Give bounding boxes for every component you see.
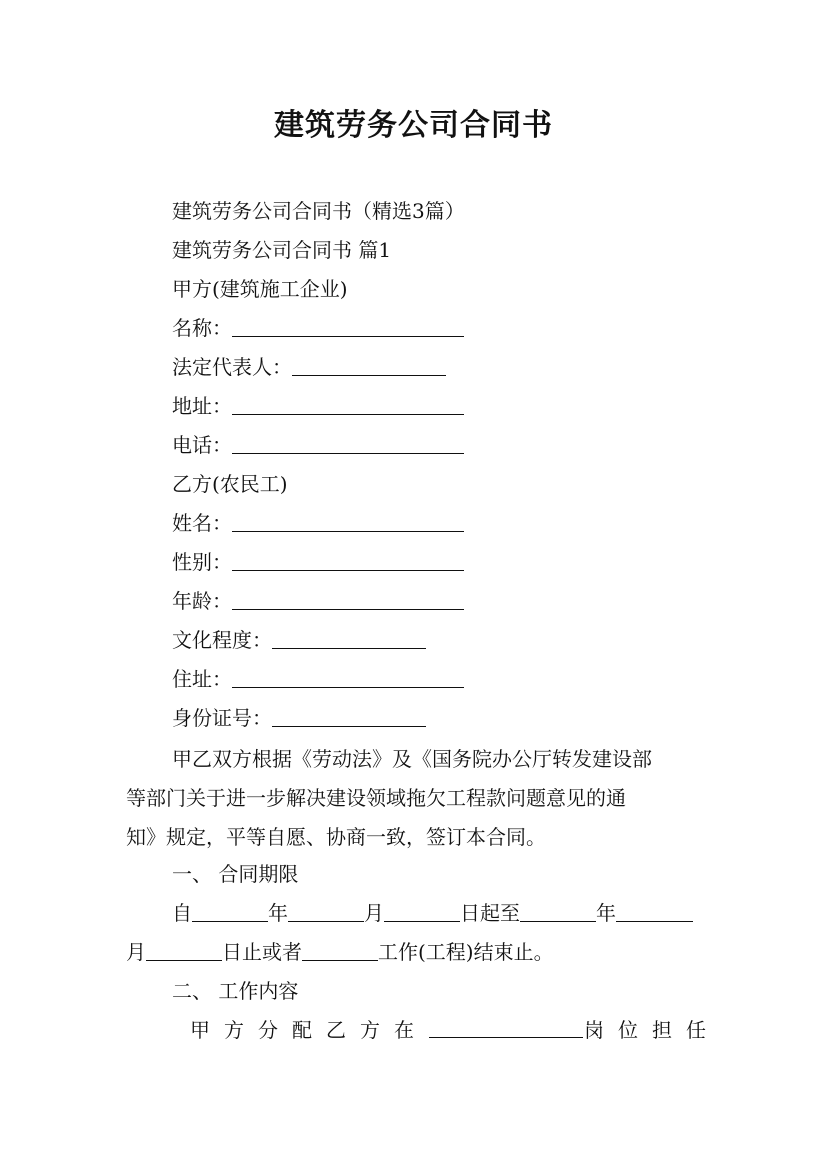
party-b-heading: 乙方(农民工)	[172, 472, 288, 496]
party-a-legal-rep-row	[126, 350, 706, 389]
party-b-id-label: 身份证号：	[172, 706, 272, 730]
party-a-heading: 甲方(建筑施工企业)	[172, 277, 348, 301]
term-month-label: 月	[364, 901, 384, 925]
party-a-address-row	[126, 389, 706, 428]
party-b-age-row	[126, 584, 706, 623]
term-day-from-label: 日起至	[460, 901, 520, 925]
term-start-month-blank	[288, 897, 364, 922]
party-a-phone-blank	[232, 429, 464, 454]
section-1-heading: 一、 合同期限	[172, 862, 299, 886]
term-day-end-label: 日止或者	[222, 940, 302, 964]
preamble-line-3: 知》规定，平等自愿、协商一致，签订本合同。	[126, 825, 546, 849]
document-body	[126, 194, 720, 1052]
work-prefix: 甲方分配乙方在	[190, 1018, 428, 1042]
section-2-heading: 二、 工作内容	[172, 979, 299, 1003]
preamble-paragraph	[126, 740, 706, 857]
party-a-legal-rep-blank	[292, 351, 446, 376]
term-month2-label: 月	[126, 940, 146, 964]
party-b-age-blank	[232, 585, 464, 610]
party-b-residence-row	[126, 662, 706, 701]
party-b-residence-label: 住址：	[172, 667, 232, 691]
term-year2-label: 年	[596, 901, 616, 925]
section-heading-line: 建筑劳务公司合同书 篇1	[172, 238, 392, 262]
document-title: 建筑劳务公司合同书	[274, 108, 553, 143]
party-a-legal-rep-label: 法定代表人：	[172, 355, 292, 379]
party-b-education-blank	[272, 624, 426, 649]
term-end-label: 工作(工程)结束止。	[378, 940, 554, 964]
term-from-label: 自	[172, 901, 192, 925]
preamble-line-2: 等部门关于进一步解决建设领域拖欠工程款问题意见的通	[126, 786, 626, 810]
term-row-1	[126, 896, 706, 935]
party-b-name-label: 姓名：	[172, 511, 232, 535]
work-suffix: 岗位担任	[584, 1018, 720, 1042]
party-a-address-blank	[232, 390, 464, 415]
party-b-education-label: 文化程度：	[172, 628, 272, 652]
subtitle-line: 建筑劳务公司合同书（精选3篇）	[172, 199, 465, 223]
term-year-label: 年	[268, 901, 288, 925]
party-b-residence-blank	[232, 663, 464, 688]
party-b-education-row	[126, 623, 706, 662]
term-end-day-blank	[146, 936, 222, 961]
preamble-line-1: 甲乙双方根据《劳动法》及《国务院办公厅转发建设部	[172, 747, 652, 771]
party-b-gender-row	[126, 545, 706, 584]
work-content-row	[126, 1013, 720, 1052]
term-work-blank	[302, 936, 378, 961]
term-start-day-blank	[384, 897, 460, 922]
party-a-name-label: 名称：	[172, 316, 232, 340]
party-a-name-row	[126, 311, 706, 350]
party-b-gender-label: 性别：	[172, 550, 232, 574]
term-row-2	[126, 935, 706, 974]
party-b-name-blank	[232, 507, 464, 532]
term-start-year-blank	[192, 897, 268, 922]
party-a-address-label: 地址：	[172, 394, 232, 418]
term-end-year-blank	[520, 897, 596, 922]
party-a-name-blank	[232, 312, 464, 337]
party-b-id-blank	[272, 702, 426, 727]
party-b-id-row	[126, 701, 706, 740]
work-position-blank	[429, 1013, 583, 1038]
term-end-month-blank	[616, 897, 693, 922]
party-b-age-label: 年龄：	[172, 589, 232, 613]
party-b-gender-blank	[232, 546, 464, 571]
party-b-name-row	[126, 506, 706, 545]
party-a-phone-row	[126, 428, 706, 467]
party-a-phone-label: 电话：	[172, 433, 232, 457]
